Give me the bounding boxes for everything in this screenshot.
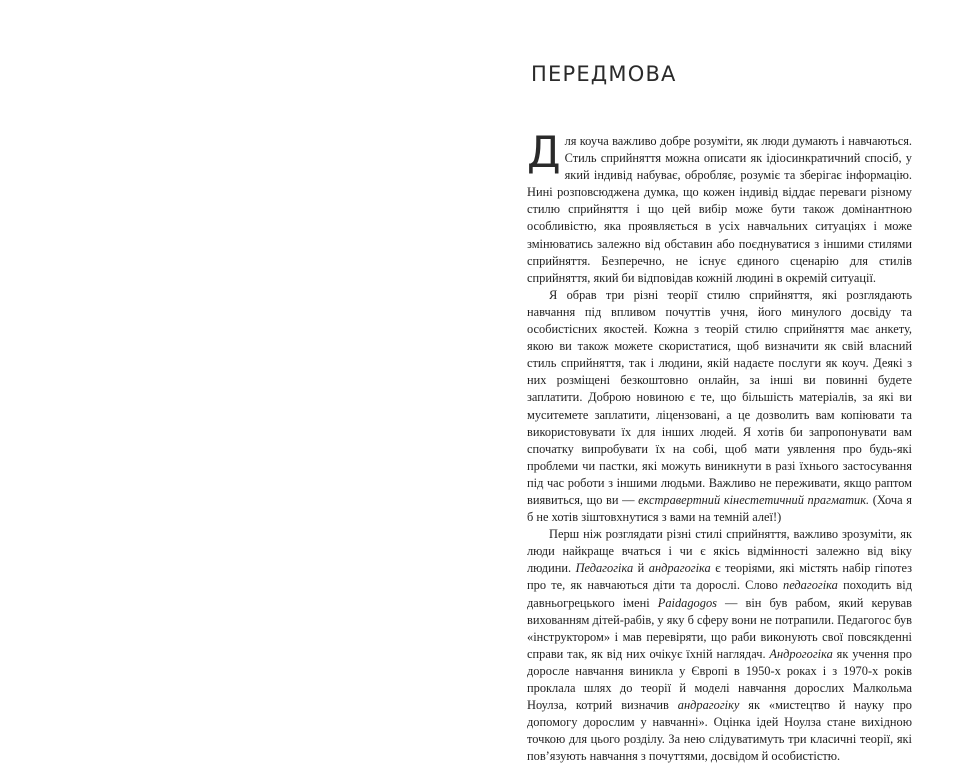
paragraph-3-text-d: походить від давньогрецького імені bbox=[527, 578, 913, 610]
paragraph-2 bbox=[527, 287, 912, 526]
book-page bbox=[527, 0, 913, 764]
body-text bbox=[527, 128, 913, 765]
paragraph-2-text-b: (Хоча я б не хотів зіштовхнутися з вами на темній алеї!) bbox=[527, 492, 912, 525]
paragraph-2-text-a: Я обрав три різні теорії стилю сприйняття, які розглядають навчання під впливом почуттів учня, його минулого досвіду та особистісних якостей. Кожна з теорій стилю сприйняття має анкету, якою ви також можете скористатися, щоб визначити як свій власний стиль сприйняття, так і людини, якій надаєте послуги як коуч. Деякі з них розміщені безкоштовно онлайн, за інші ви повинні будете заплатити. Доброю новиною є те, що більшість матеріалів, за які ви муситемете заплатити, ліцензовані, а це дозволить вам копіювати та використовувати їх для інших людей. Я хотів би запропонувати вам спочатку випробувати їх на собі, щоб мати уявлення про будь-які проблеми чи пастки, які можуть виникнути в разі їхнього застосування під час роботи з іншими людьми. Важливо не переживати, якщо раптом виявиться, що ви — bbox=[527, 287, 912, 507]
paragraph-3-text-e: — він був рабом, який керував вихованням дітей-рабів, у яку б сферу вони не потрапили. Педагогос був «інструктором» і мав перевіряти, що раби виконують свої повсякденні справи так, як від них очікує їхній наглядач. bbox=[527, 595, 912, 661]
paragraph-2-italic: екстравертний кінестетичний прагматик. bbox=[638, 492, 870, 507]
paragraph-3-text-a: Перш ніж розглядати різні стилі сприйняття, важливо зрозуміти, як люди найкраще вчаться і чи є якісь відмінності залежно від віку людини. bbox=[527, 527, 912, 576]
drop-cap: Д bbox=[527, 128, 561, 178]
term-pedagogika-2: педагогіка bbox=[783, 578, 838, 593]
term-androgogika: Андрогогіка bbox=[769, 646, 833, 661]
paragraph-3-text-f: як учення про доросле навчання виникла у Європі в 1950-х роках і з 1970-х років проклала шлях до теорії й моделі навчання дорослих Малкольма Ноулза, котрий визначив bbox=[527, 646, 912, 713]
paragraph-3 bbox=[527, 526, 912, 765]
term-pedagogika: Педагогіка bbox=[575, 561, 634, 576]
paragraph-3-text-b: й bbox=[637, 561, 645, 576]
paragraph-3-text-c: є теоріями, які містять набір гіпотез про те, як навчаються діти та дорослі. Слово bbox=[527, 561, 913, 593]
paragraph-3-text-g: як «мистецтво й науку про допомогу дорослим у навчанні». Оцінка ідей Ноулза стане вихідною точкою для цього розділу. За нею слідуватимуть три класичні теорії, які пов’язують навчання з почуттями, досвідом й особистістю. bbox=[527, 698, 912, 764]
paragraph-1-text: ля коуча важливо добре розуміти, як люди думають і навчаються. Стиль сприйняття можна описати як ідіосинкратичний спосіб, у який індивід набуває, обробляє, розуміє та зберігає інформацію. Нині розповсюджена думка, що кожен індивід віддає переваги різному стилю сприйняття і що цей вибір може бути також домінантною особливістю, яка проявляється в усіх навчальних ситуаціях і може змінюватись залежно від обставин або поєднуватися з іншими стилями сприйняття. Безперечно, не існує єдиного сценарію для стилів сприйняття, який би відповідав кожній людині в окремій ситуації. bbox=[527, 134, 912, 285]
paragraph-1 bbox=[527, 128, 912, 287]
chapter-title: ПЕРЕДМОВА bbox=[531, 62, 677, 86]
term-andragogiku: андрагогіку bbox=[677, 698, 740, 713]
term-andragogika: андрагогіка bbox=[648, 561, 711, 576]
term-paidagogos: Paidagogos bbox=[657, 595, 717, 610]
